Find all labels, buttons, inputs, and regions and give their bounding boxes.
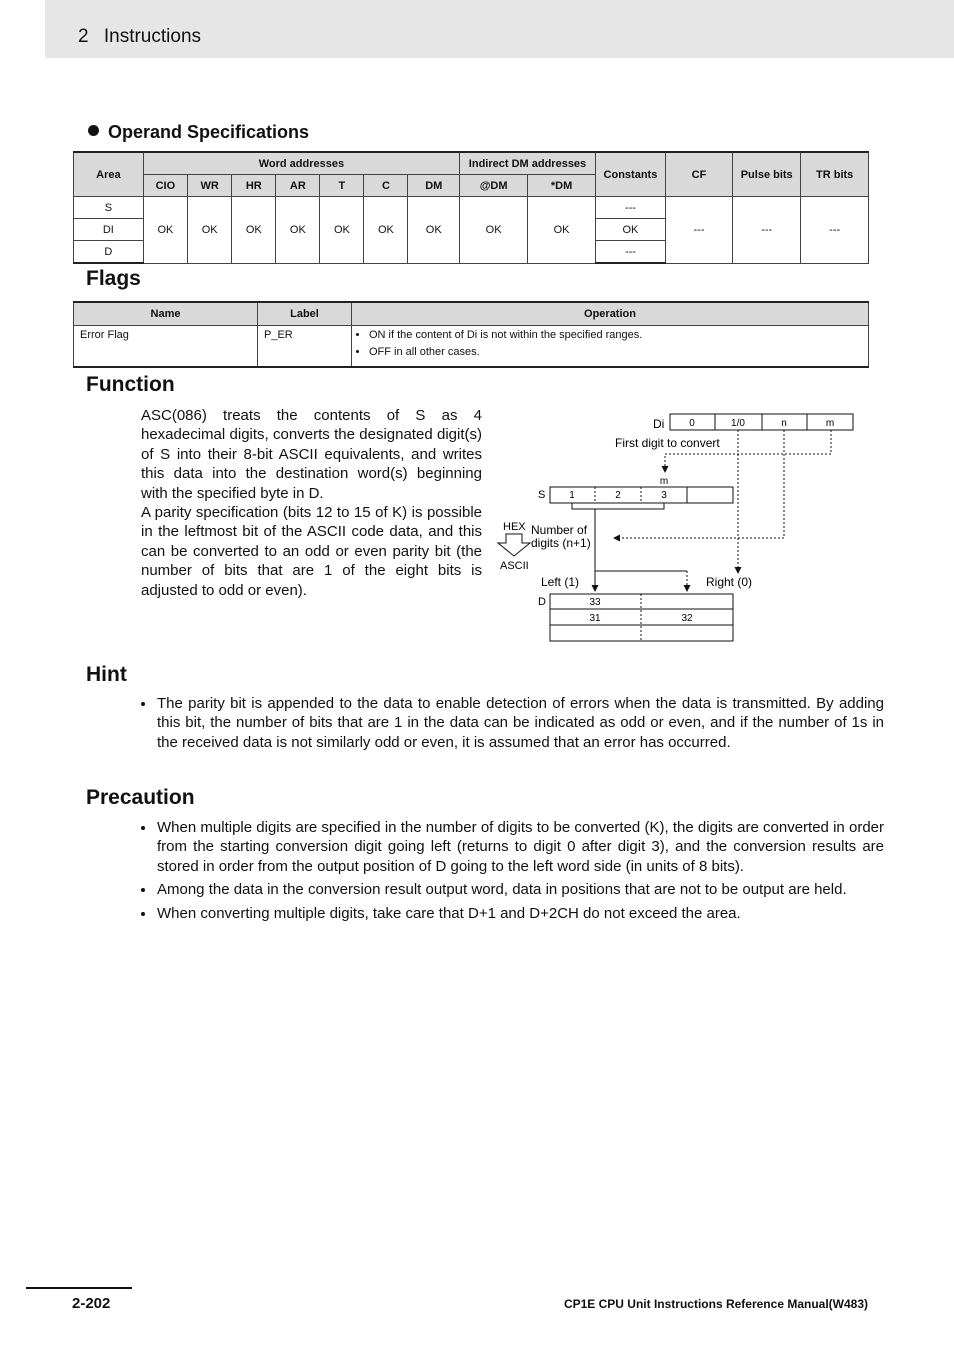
hint-item: • The parity bit is appended to the data to enable detection of errors when the data is transmitted. By adding this bit, the number of bits that are 1 in the data can be indicated as odd or even, and if the number of 1s in the received data is not similarly odd or even, it is assumed that an error has occurred.	[156, 694, 884, 752]
asc-diagram	[495, 408, 865, 648]
sub-header: AR	[276, 175, 320, 197]
ok-cell: OK	[232, 197, 276, 264]
section-title: Instructions	[103, 26, 202, 47]
ok-cell: OK	[364, 197, 408, 264]
pulse-header: Pulse bits	[733, 152, 801, 197]
sub-header: DM	[408, 175, 460, 197]
word-addresses-header: Word addresses	[143, 152, 459, 175]
indirect-header: Indirect DM addresses	[460, 152, 596, 175]
s-cell: 2	[615, 490, 621, 501]
sub-header: @DM	[460, 175, 528, 197]
digits-label: digits (n+1)	[531, 536, 591, 550]
pulse-cell: ---	[733, 197, 801, 264]
sub-header: *DM	[528, 175, 596, 197]
d-cell: 31	[589, 613, 601, 624]
flags-table	[73, 301, 869, 368]
flags-label-header: Label	[258, 302, 352, 326]
sub-header: C	[364, 175, 408, 197]
constants-cell: ---	[595, 241, 665, 264]
tr-header: TR bits	[801, 152, 869, 197]
d-register	[550, 594, 733, 641]
ok-cell: OK	[408, 197, 460, 264]
cf-cell: ---	[665, 197, 732, 264]
flag-name: Error Flag	[74, 326, 258, 368]
hint-heading: Hint	[86, 663, 127, 686]
footer-rule	[26, 1287, 132, 1289]
row-label: DI	[74, 219, 144, 241]
flags-heading: Flags	[86, 267, 141, 290]
flag-operation	[352, 326, 869, 368]
section-header	[78, 26, 201, 48]
precaution-heading: Precaution	[86, 786, 195, 809]
operation-item: • ON if the content of Di is not within the specified ranges.	[369, 329, 862, 341]
function-description	[141, 406, 482, 600]
ok-cell: OK	[528, 197, 596, 264]
ok-cell: OK	[188, 197, 232, 264]
di-cell: 1/0	[731, 418, 745, 429]
di-cell: 0	[689, 418, 695, 429]
sub-header: CIO	[143, 175, 187, 197]
di-cell: m	[825, 418, 835, 429]
constants-cell: ---	[595, 197, 665, 219]
convert-arrow-icon	[498, 534, 530, 556]
number-of-label: Number of	[531, 523, 588, 537]
right-label: Right (0)	[706, 575, 753, 589]
page-number: 2-202	[72, 1295, 111, 1312]
ok-cell: OK	[276, 197, 320, 264]
left-label: Left (1)	[541, 575, 580, 589]
s-label: S	[538, 489, 546, 501]
cf-header: CF	[665, 152, 732, 197]
ok-cell: OK	[460, 197, 528, 264]
d-label: D	[538, 596, 546, 608]
section-number: 2	[78, 26, 89, 47]
row-label: S	[74, 197, 144, 219]
sub-header: WR	[188, 175, 232, 197]
function-heading: Function	[86, 373, 175, 396]
precaution-item: • Among the data in the conversion result output word, data in positions that are not to be output are held.	[156, 880, 884, 899]
s-cell: 3	[661, 490, 667, 501]
ok-cell: OK	[320, 197, 364, 264]
first-digit-label: First digit to convert	[615, 436, 720, 450]
precaution-item: • When converting multiple digits, take care that D+1 and D+2CH do not exceed the area.	[156, 904, 884, 923]
operand-specs-heading-text: Operand Specifications	[108, 122, 310, 142]
di-label: Di	[653, 417, 665, 431]
area-header: Area	[74, 152, 144, 197]
tr-cell: ---	[801, 197, 869, 264]
function-paragraph: ASC(086) treats the contents of S as 4 hexadecimal digits, converts the designated digit(s) of S into their 8-bit ASCII equivalents, and writes this data into the destination word(s) beginning with the specified byte in D.	[141, 407, 482, 502]
m-label: m	[659, 476, 669, 487]
precaution-item: • When multiple digits are specified in the number of digits to be converted (K), the digits are converted in order from the starting conversion digit going left (returns to digit 0 after digit 3), and the conversion results are stored in order from the output position of D going to the left word side (in units of 8 bits).	[156, 818, 884, 876]
constants-cell: OK	[595, 219, 665, 241]
sub-header: T	[320, 175, 364, 197]
ok-cell: OK	[143, 197, 187, 264]
hint-list	[140, 694, 884, 756]
hex-label: HEX	[503, 521, 526, 533]
bullet-dot-icon	[88, 125, 99, 136]
row-label: D	[74, 241, 144, 264]
flags-name-header: Name	[74, 302, 258, 326]
operand-specs-table	[73, 151, 869, 264]
di-cell: n	[781, 418, 787, 429]
d-cell: 33	[589, 597, 601, 608]
flags-operation-header: Operation	[352, 302, 869, 326]
operand-specs-heading	[88, 122, 309, 143]
operation-item: • OFF in all other cases.	[369, 346, 862, 358]
constants-header: Constants	[595, 152, 665, 197]
sub-header: HR	[232, 175, 276, 197]
d-cell: 32	[681, 613, 693, 624]
manual-title: CP1E CPU Unit Instructions Reference Manual(W483)	[563, 1297, 868, 1311]
function-paragraph: A parity specification (bits 12 to 15 of K) is possible in the leftmost bit of the ASCII code data, and this can be converted to an odd or even parity bit (the number of bits that are 1 of the eight bits is adjusted to odd or even).	[141, 504, 482, 599]
s-cell: 1	[569, 490, 575, 501]
flag-label: P_ER	[258, 326, 352, 368]
ascii-label: ASCII	[500, 560, 529, 572]
precaution-list	[140, 818, 884, 927]
